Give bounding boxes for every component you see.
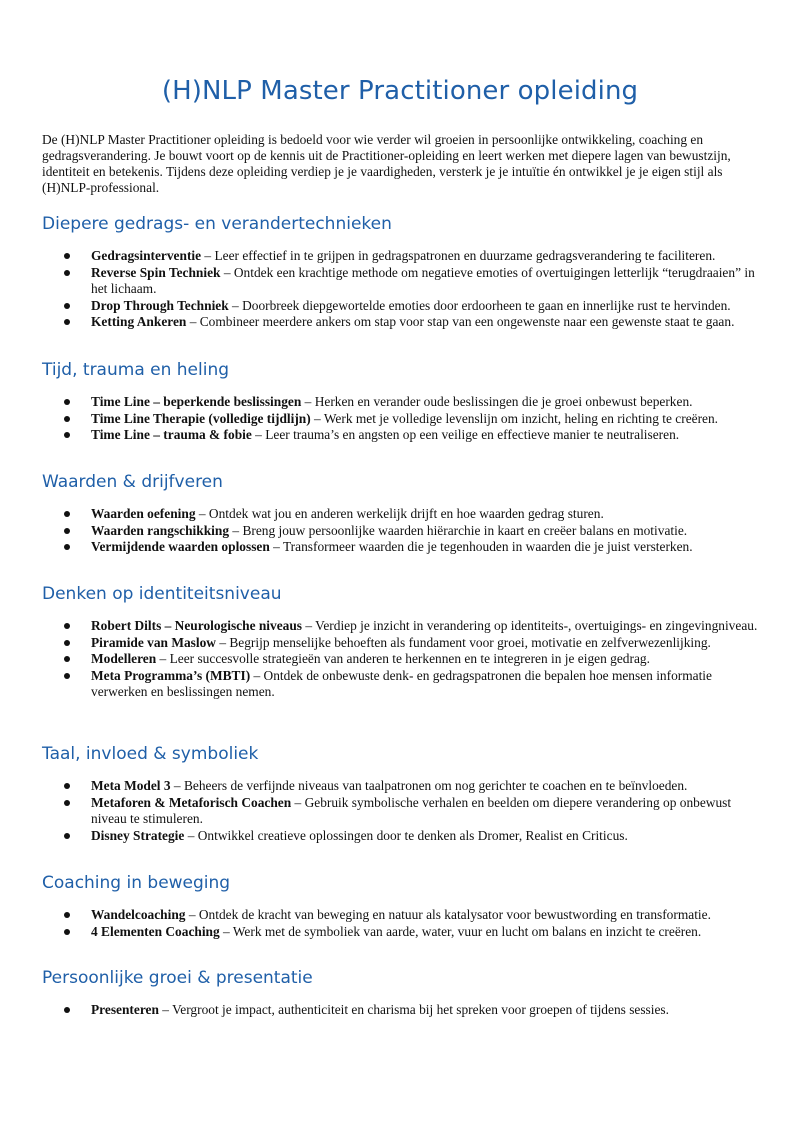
list-item [0, 506, 761, 523]
page-title: (H)NLP Master Practitioner opleiding [161, 76, 639, 106]
bullet-icon [64, 912, 70, 918]
item-description: – Beheers de verfijnde niveaus van taalpatronen om nog gerichter te coachen en te beïnvloeden. [170, 778, 688, 793]
bullet-icon [64, 929, 70, 935]
bullet-icon [64, 253, 70, 259]
item-description: – Begrijp menselijke behoeften als fundament voor groei, motivatie en zelfverwezenlijking. [215, 634, 711, 650]
list-item [0, 635, 761, 652]
intro-paragraph: De (H)NLP Master Practitioner opleiding is bedoeld voor wie verder wil groeien in persoonlijke ontwikkeling, coaching en gedragsverandering. Je bouwt voort op de kennis uit de Practitioner-opleiding en leert werken met diepere lagen van bewustzijn, identiteit en betekenis. Tijdens deze opleiding verdiep je je vaardigheden, versterk je je intuïtie én ontwikkel je je eigen stijl als (H)NLP-professional. [42, 132, 731, 195]
bullet-list [0, 506, 800, 556]
list-item [0, 795, 761, 828]
item-term: Wandelcoaching [91, 907, 186, 922]
bullet-icon [64, 800, 70, 806]
item-description: – Vergroot je impact, authenticiteit en charisma bij het spreken voor groepen of tijdens sessies. [158, 1002, 669, 1017]
item-term: Waarden oefening [91, 506, 196, 521]
section-persoonlijke-groei [0, 966, 800, 1019]
section-heading: Coaching in beweging [42, 873, 231, 893]
section-tijd-trauma-heling [0, 358, 800, 444]
bullet-list [0, 248, 800, 331]
section-identiteitsniveau [0, 582, 800, 701]
item-term: Presenteren [91, 1002, 159, 1017]
bullet-icon [64, 656, 70, 662]
item-term: Time Line Therapie (volledige tijdlijn) [91, 410, 311, 426]
item-term: Reverse Spin Techniek [91, 264, 221, 280]
item-description: – Leer succesvolle strategieën van anderen te herkennen en te integreren in je eigen gedrag. [156, 651, 650, 666]
item-term: Ketting Ankeren [91, 314, 187, 329]
item-description: – Ontdek de kracht van beweging en natuur als katalysator voor bewustwording en transformatie. [185, 907, 711, 922]
bullet-icon [64, 640, 70, 646]
section-heading: Waarden & drijfveren [42, 472, 223, 492]
list-item [0, 651, 761, 668]
bullet-icon [64, 416, 70, 422]
list-item [0, 618, 761, 635]
item-term: Meta Programma’s (MBTI) [91, 667, 251, 683]
item-term: Waarden rangschikking [91, 522, 230, 538]
bullet-icon [64, 270, 70, 276]
item-description: – Ontdek de onbewuste denk- en gedragspatronen die bepalen hoe mensen informatie verwerken en beslissingen nemen. [91, 667, 712, 699]
item-term: Drop Through Techniek [91, 297, 229, 313]
item-description: – Verdiep je inzicht in verandering op identiteits-, overtuigings- en zingevingniveau. [302, 618, 758, 633]
bullet-list [0, 778, 800, 844]
bullet-icon [64, 1007, 70, 1013]
list-item [0, 248, 761, 265]
list-item [0, 539, 761, 556]
bullet-list [0, 1002, 800, 1019]
list-item [0, 778, 761, 795]
item-description: – Gebruik symbolische verhalen en beelden om diepere verandering op onbewust niveau te stimuleren. [91, 794, 732, 826]
bullet-icon [64, 623, 70, 629]
bullet-list [0, 907, 800, 940]
bullet-icon [64, 833, 70, 839]
section-heading: Denken op identiteitsniveau [42, 584, 282, 604]
list-item [0, 394, 761, 411]
item-term: Robert Dilts – Neurologische niveaus [91, 618, 303, 633]
item-term: Time Line – beperkende beslissingen [91, 394, 302, 409]
item-term: 4 Elementen Coaching [91, 923, 220, 939]
item-description: – Transformeer waarden die je tegenhouden in waarden die je juist versterken. [269, 539, 693, 554]
section-diepere-technieken [0, 212, 800, 331]
list-item [0, 314, 761, 331]
bullet-icon [64, 528, 70, 534]
section-heading: Tijd, trauma en heling [42, 360, 230, 380]
item-term: Meta Model 3 [91, 778, 171, 793]
item-description: – Combineer meerdere ankers om stap voor stap van een ongewenste naar een gewenste staat te gaan. [186, 314, 735, 329]
item-term: Gedragsinterventie [91, 248, 202, 263]
item-description: – Werk met je volledige levenslijn om inzicht, heling en richting te creëren. [310, 410, 719, 426]
item-description: – Doorbreek diepgewortelde emoties door erdoorheen te gaan en innerlijke rust te hervinden. [228, 297, 731, 313]
bullet-icon [64, 303, 70, 309]
list-item [0, 828, 761, 845]
list-item [0, 298, 761, 315]
item-description: – Breng jouw persoonlijke waarden hiërarchie in kaart en creëer balans en motivatie. [229, 522, 688, 538]
bullet-list [0, 394, 800, 444]
bullet-icon [64, 544, 70, 550]
list-item [0, 1002, 761, 1019]
list-item [0, 668, 761, 701]
item-description: – Werk met de symboliek van aarde, water, vuur en lucht om balans en inzicht te creëren. [219, 923, 702, 939]
item-term: Vermijdende waarden oplossen [91, 539, 270, 554]
bullet-icon [64, 399, 70, 405]
item-term: Disney Strategie [91, 827, 185, 843]
item-description: – Ontdek wat jou en anderen werkelijk drijft en hoe waarden gedrag sturen. [195, 506, 604, 521]
list-item [0, 523, 761, 540]
section-taal-invloed-symboliek [0, 742, 800, 844]
bullet-icon [64, 319, 70, 325]
bullet-icon [64, 673, 70, 679]
list-item [0, 924, 761, 941]
section-heading: Persoonlijke groei & presentatie [42, 968, 313, 988]
section-heading: Taal, invloed & symboliek [42, 744, 259, 764]
item-term: Modelleren [91, 651, 157, 666]
section-coaching-in-beweging [0, 871, 800, 940]
list-item [0, 265, 761, 298]
section-waarden-drijfveren [0, 470, 800, 556]
bullet-list [0, 618, 800, 701]
item-description: – Herken en verander oude beslissingen die je groei onbewust beperken. [301, 394, 693, 409]
list-item [0, 411, 761, 428]
item-description: – Ontdek een krachtige methode om negatieve emoties of overtuigingen letterlijk “terugdraaien” in het lichaam. [91, 264, 755, 296]
item-term: Time Line – trauma & fobie [91, 427, 252, 442]
item-term: Piramide van Maslow [91, 634, 216, 650]
list-item [0, 427, 761, 444]
section-heading: Diepere gedrags- en verandertechnieken [42, 214, 392, 234]
bullet-icon [64, 783, 70, 789]
item-description: – Ontwikkel creatieve oplossingen door te denken als Dromer, Realist en Criticus. [184, 827, 628, 843]
bullet-icon [64, 432, 70, 438]
item-description: – Leer trauma’s en angsten op een veilige en effectieve manier te neutraliseren. [251, 427, 680, 442]
bullet-icon [64, 511, 70, 517]
item-description: – Leer effectief in te grijpen in gedragspatronen en duurzame gedragsverandering te faciliteren. [201, 248, 716, 263]
list-item [0, 907, 761, 924]
item-term: Metaforen & Metaforisch Coachen [91, 794, 292, 810]
